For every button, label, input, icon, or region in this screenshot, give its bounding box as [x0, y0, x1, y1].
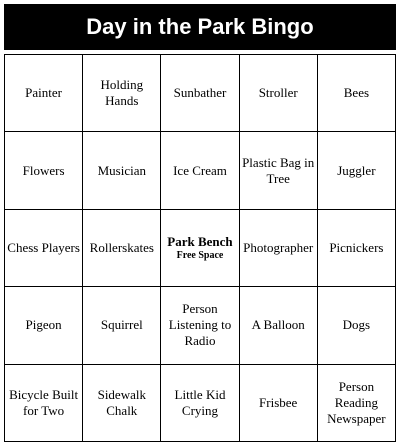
cell-label: Bees [343, 85, 370, 101]
cell-label: Pigeon [25, 317, 62, 333]
bingo-cell [83, 365, 161, 442]
bingo-cell [318, 287, 396, 364]
bingo-cell [240, 365, 318, 442]
cell-label: Sidewalk Chalk [97, 386, 146, 418]
cell-label: Painter [25, 85, 62, 101]
cell-label: Stroller [258, 85, 298, 101]
bingo-cell [161, 287, 239, 364]
bingo-cell [83, 210, 161, 287]
bingo-cell [5, 55, 83, 132]
bingo-cell [318, 210, 396, 287]
bingo-cell [83, 287, 161, 364]
bingo-cell [83, 55, 161, 132]
free-space-cell [161, 210, 239, 287]
cell-label: Frisbee [259, 394, 298, 410]
cell-label: Musician [97, 162, 146, 178]
bingo-cell [318, 365, 396, 442]
bingo-cell [240, 132, 318, 209]
bingo-cell [161, 365, 239, 442]
bingo-grid [4, 54, 396, 442]
bingo-cell [318, 132, 396, 209]
cell-label: A Balloon [251, 317, 305, 333]
cell-label: Squirrel [100, 317, 143, 333]
bingo-card [4, 4, 396, 442]
free-space-label: Park Bench [167, 233, 233, 249]
cell-label: Little Kid Crying [174, 386, 226, 418]
bingo-cell [5, 365, 83, 442]
bingo-cell [161, 55, 239, 132]
free-space-sublabel: Free Space [176, 249, 224, 261]
bingo-cell [240, 55, 318, 132]
bingo-cell [5, 210, 83, 287]
bingo-cell [240, 287, 318, 364]
cell-label: Holding Hands [100, 77, 144, 109]
bingo-cell [318, 55, 396, 132]
cell-label: Ice Cream [173, 162, 227, 178]
cell-label: Photographer [243, 239, 314, 255]
bingo-cell [161, 132, 239, 209]
cell-label: Chess Players [7, 239, 80, 255]
cell-label: Plastic Bag in Tree [242, 154, 315, 186]
bingo-cell [5, 132, 83, 209]
cell-label: Person Listening to Radio [168, 301, 232, 349]
cell-label: Flowers [22, 162, 65, 178]
bingo-cell [83, 132, 161, 209]
cell-label: Picnickers [329, 239, 384, 255]
bingo-cell [5, 287, 83, 364]
bingo-title: Day in the Park Bingo [4, 4, 396, 50]
bingo-cell [240, 210, 318, 287]
cell-label: Bicycle Built for Two [9, 386, 79, 418]
cell-label: Person Reading Newspaper [327, 378, 386, 426]
cell-label: Dogs [342, 317, 371, 333]
cell-label: Rollerskates [89, 239, 154, 255]
cell-label: Juggler [337, 162, 376, 178]
cell-label: Sunbather [173, 85, 227, 101]
